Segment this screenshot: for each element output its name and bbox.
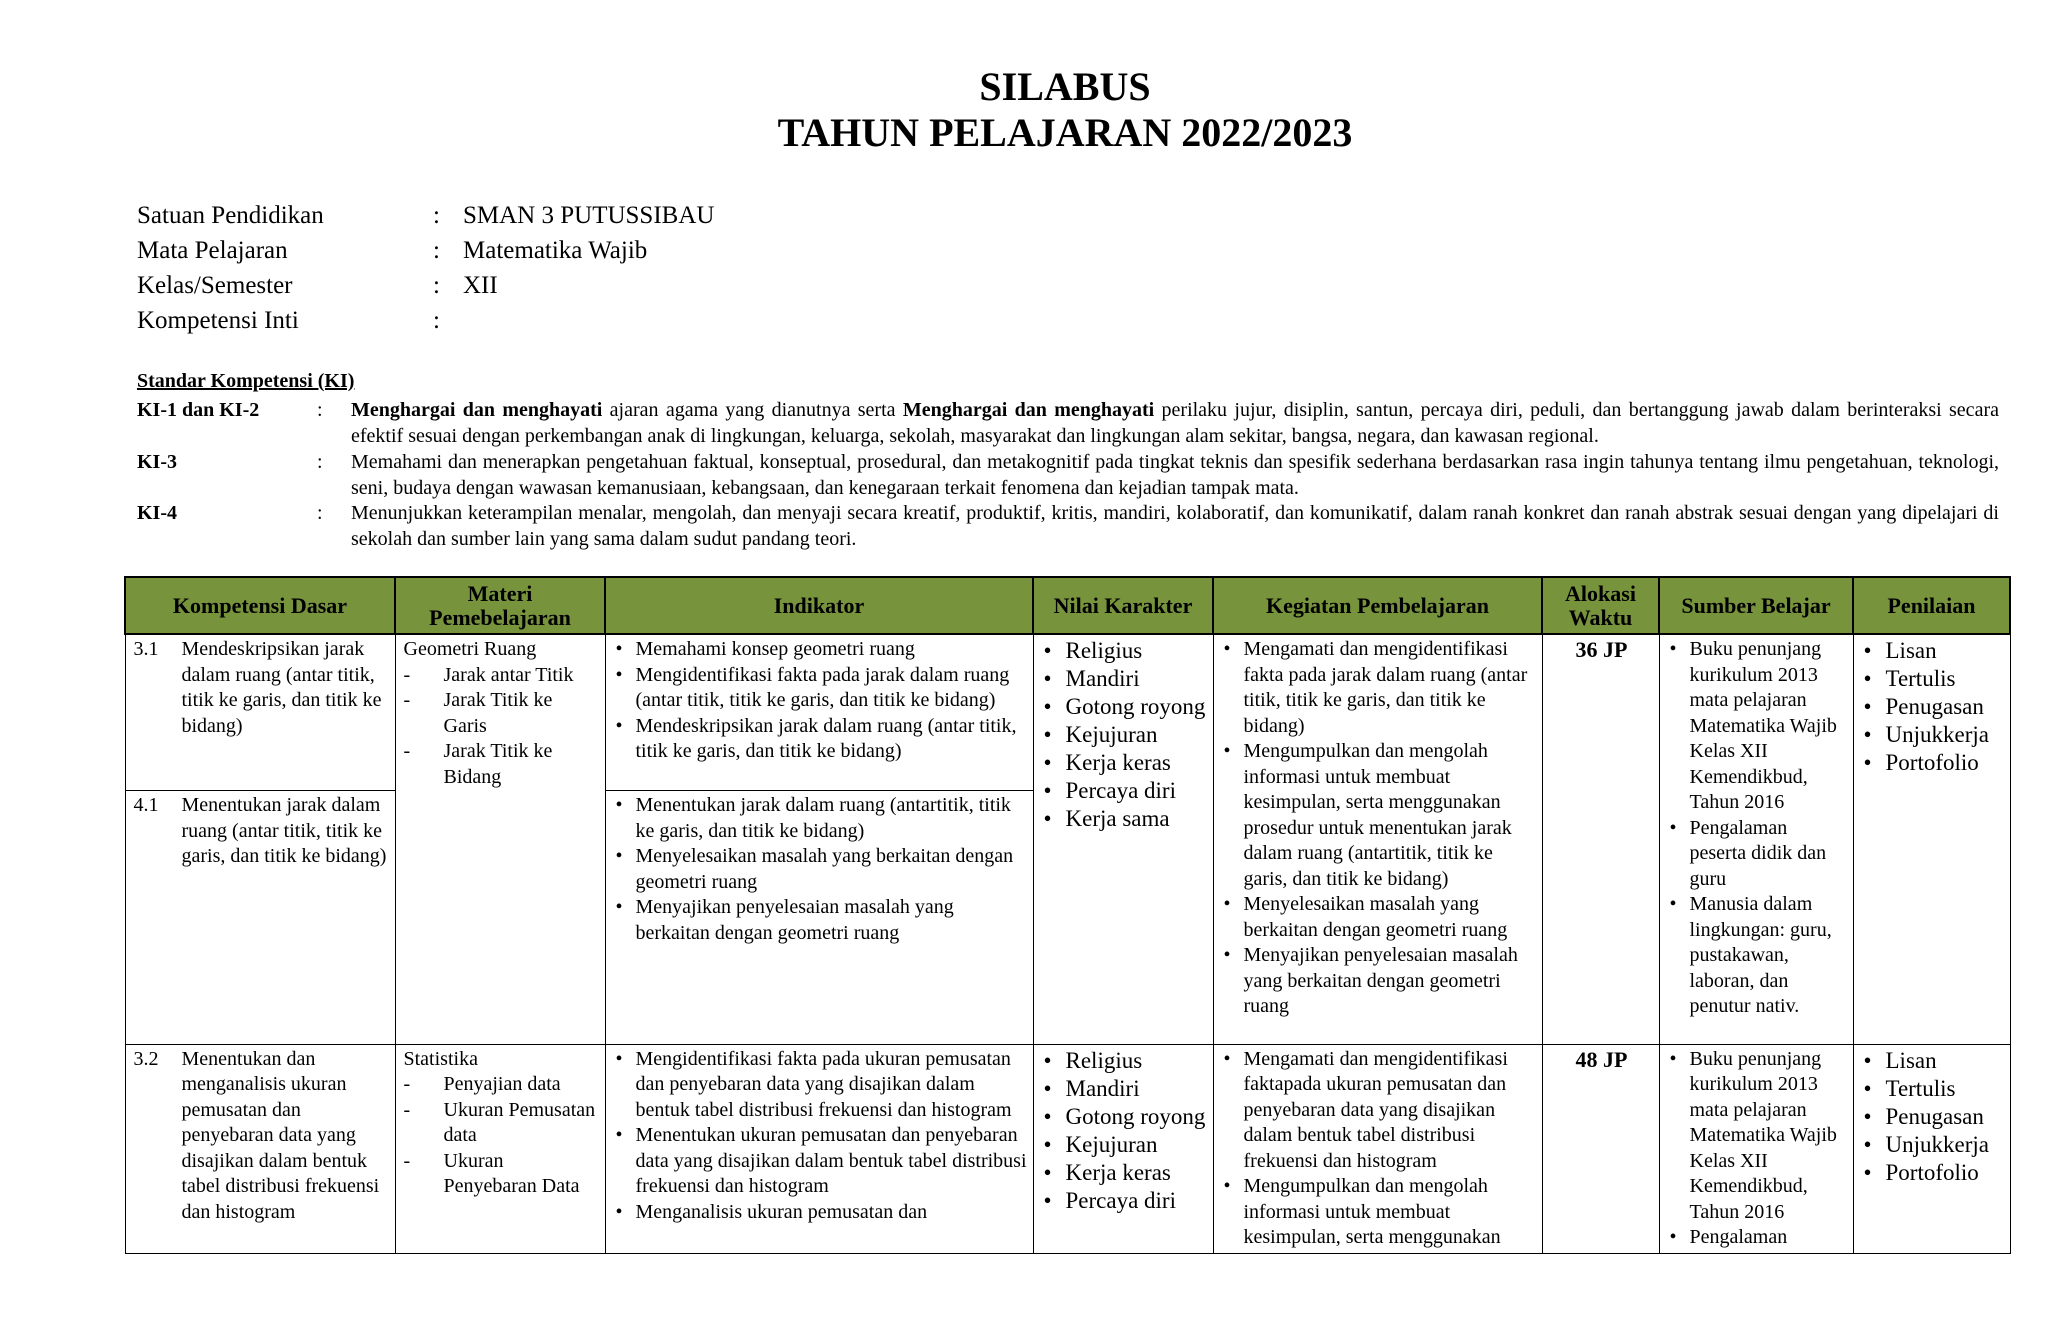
- table-header-row: [125, 577, 2010, 634]
- list-item: • Manusia dalam lingkungan: guru, pustakawan, laboran, dan penutur nativ.: [1668, 892, 1847, 1020]
- list-item: • Mandiri: [1042, 665, 1207, 693]
- list-item: • Kerja keras: [1042, 1159, 1207, 1187]
- list-item: • Kejujuran: [1042, 721, 1207, 749]
- list-item: • Kerja sama: [1042, 805, 1207, 833]
- list-item: • Mengumpulkan dan mengolah informasi untuk membuat kesimpulan, serta menggunakan: [1222, 1174, 1536, 1251]
- penilaian-cell: [1853, 634, 2010, 1044]
- materi-item: Ukuran Pemusatan data: [443, 1098, 596, 1146]
- header-sumber: Sumber Belajar: [1659, 577, 1853, 634]
- alokasi-cell: 36 JP: [1542, 634, 1659, 1044]
- sumber-list: [1668, 1047, 1847, 1251]
- list-item: • Unjukkerja: [1862, 1131, 2004, 1159]
- list-item: • Penugasan: [1862, 693, 2004, 721]
- indikator-cell: [605, 634, 1033, 1044]
- kd-cell: [125, 634, 395, 1044]
- list-item: • Mengamati dan mengidentifikasi fakta pada jarak dalam ruang (antar titik, titik ke garis, dan titik ke bidang): [1222, 637, 1536, 739]
- list-item: • Menentukan jarak dalam ruang (antartitik, titik ke garis, dan titik ke bidang): [614, 793, 1027, 844]
- list-item: • Tertulis: [1862, 665, 2004, 693]
- info-colon: :: [433, 306, 440, 334]
- kd-text: Menentukan jarak dalam ruang (antar titik, titik ke garis, dan titik ke bidang): [181, 794, 387, 867]
- indikator-list: [614, 1047, 1027, 1226]
- ki-text: Menunjukkan keterampilan menalar, mengolah, dan menyaji secara kreatif, produktif, kritis, mandiri, kolaboratif, dan komunikatif, dalam ranah konkret dan ranah abstrak sesuai dengan yang dipelajari di sekolah dan sumber lain yang sama dalam sudut pandang teori.: [351, 502, 1999, 550]
- info-row-kelas: [137, 268, 714, 303]
- ki-colon: :: [317, 399, 323, 421]
- list-item: • Mandiri: [1042, 1075, 1207, 1103]
- kd-cell: [125, 1044, 395, 1253]
- indikator-list: [614, 637, 1027, 765]
- table-row: [125, 1044, 2010, 1253]
- header-kegiatan: Kegiatan Pembelajaran: [1213, 577, 1542, 634]
- sumber-cell: [1659, 1044, 1853, 1253]
- info-value: XII: [463, 271, 498, 299]
- ki-label: KI-4: [137, 502, 177, 524]
- kd-number: 3.1: [133, 638, 159, 660]
- header-alokasi: Alokasi Waktu: [1542, 577, 1659, 634]
- ki-text: Menghargai dan menghayati ajaran agama yang dianutnya serta Menghargai dan menghayati perilaku jujur, disiplin, santun, percaya diri, peduli, dan bertanggung jawab dalam berinteraksi secara efektif sesuai dengan perkembangan anak di lingkungan, keluarga, sekolah, masyarakat dan lingkungan alam sekitar, bangsa, negara, dan kawasan regional.: [351, 399, 1999, 447]
- list-item: • Gotong royong: [1042, 1103, 1207, 1131]
- info-colon: :: [433, 271, 440, 299]
- list-item: • Buku penunjang kurikulum 2013 mata pelajaran Matematika Wajib Kelas XII Kemendikbud, Tahun 2016: [1668, 637, 1847, 816]
- ki-colon: :: [317, 502, 323, 524]
- alokasi-cell: 48 JP: [1542, 1044, 1659, 1253]
- doc-title: SILABUS: [979, 64, 1151, 109]
- list-item: • Pengalaman: [1668, 1225, 1847, 1251]
- ki-3: [137, 450, 1999, 501]
- penilaian-list: [1862, 1047, 2004, 1187]
- header-kompetensi-dasar: Kompetensi Dasar: [125, 577, 395, 634]
- list-item: • Menyelesaikan masalah yang berkaitan dengan geometri ruang: [1222, 892, 1536, 943]
- header-nilai-karakter: Nilai Karakter: [1033, 577, 1213, 634]
- indikator-cell: [605, 1044, 1033, 1253]
- materi-item: Jarak Titik ke Garis: [443, 689, 553, 737]
- info-value: Matematika Wajib: [463, 236, 648, 264]
- info-colon: :: [433, 201, 440, 229]
- kegiatan-cell: [1213, 1044, 1542, 1253]
- list-item: • Menyajikan penyelesaian masalah yang berkaitan dengan geometri ruang: [1222, 943, 1536, 1020]
- header-materi: Materi Pemebelajaran: [395, 577, 605, 634]
- info-colon: :: [433, 236, 440, 264]
- info-label: Satuan Pendidikan: [137, 201, 324, 229]
- ki-colon: :: [317, 451, 323, 473]
- list-item: • Portofolio: [1862, 1159, 2004, 1187]
- list-item: • Mengidentifikasi fakta pada jarak dalam ruang (antar titik, titik ke garis, dan titik ke bidang): [614, 663, 1027, 714]
- kegiatan-cell: [1213, 634, 1542, 1044]
- list-item: • Menyajikan penyelesaian masalah yang berkaitan dengan geometri ruang: [614, 895, 1027, 946]
- info-label: Kelas/Semester: [137, 271, 293, 299]
- materi-item: Jarak Titik ke Bidang: [443, 740, 553, 788]
- materi-item: Penyajian data: [443, 1073, 561, 1095]
- kd-text: Mendeskripsikan jarak dalam ruang (antar titik, titik ke garis, dan titik ke bidang): [181, 638, 382, 737]
- kd-item: [134, 793, 389, 870]
- materi-title: Statistika: [403, 1047, 478, 1070]
- list-item: • Kejujuran: [1042, 1131, 1207, 1159]
- info-label: Kompetensi Inti: [137, 306, 299, 334]
- info-label: Mata Pelajaran: [137, 236, 288, 264]
- list-item: • Menentukan ukuran pemusatan dan penyebaran data yang disajikan dalam bentuk tabel distribusi frekuensi dan histogram: [614, 1123, 1027, 1200]
- penilaian-cell: [1853, 1044, 2010, 1253]
- list-item: • Kerja keras: [1042, 749, 1207, 777]
- indikator-list: [614, 793, 1027, 946]
- nilai-list: [1042, 637, 1207, 833]
- ki-4: [137, 501, 1999, 552]
- list-item: • Gotong royong: [1042, 693, 1207, 721]
- list-item: • Memahami konsep geometri ruang: [614, 637, 1027, 663]
- info-value: SMAN 3 PUTUSSIBAU: [463, 201, 715, 229]
- ki-text: Memahami dan menerapkan pengetahuan faktual, konseptual, prosedural, dan metakognitif pada tingkat teknis dan spesifik sederhana berdasarkan rasa ingin tahunya tentang ilmu pengetahuan, teknologi, seni, budaya dengan wawasan kemanusiaan, kebangsaan, dan kenegaraan terkait fenomena dan kejadian tampak mata.: [351, 451, 1999, 499]
- kd-item: [134, 1047, 389, 1226]
- ki-label: KI-3: [137, 451, 177, 473]
- nilai-cell: [1033, 634, 1213, 1044]
- nilai-cell: [1033, 1044, 1213, 1253]
- kegiatan-list: [1222, 637, 1536, 1020]
- list-item: • Religius: [1042, 1047, 1207, 1075]
- list-item: • Pengalaman peserta didik dan guru: [1668, 816, 1847, 893]
- info-row-satuan: [137, 198, 714, 233]
- kd-number: 4.1: [133, 794, 159, 816]
- list-item: • Religius: [1042, 637, 1207, 665]
- header-penilaian: Penilaian: [1853, 577, 2010, 634]
- materi-item: Jarak antar Titik: [443, 663, 574, 686]
- doc-subtitle: TAHUN PELAJARAN 2022/2023: [777, 110, 1353, 155]
- list-item: • Percaya diri: [1042, 777, 1207, 805]
- silabus-table: [124, 576, 2011, 1254]
- kd-text: Menentukan dan menganalisis ukuran pemusatan dan penyebaran data yang disajikan dalam bentuk tabel distribusi frekuensi dan histogram: [181, 1047, 380, 1223]
- sumber-list: [1668, 637, 1847, 1020]
- materi-cell: Statistika - Penyajian data - Ukuran Pemusatan data - Ukuran Penyebaran Data: [395, 1044, 605, 1253]
- penilaian-list: [1862, 637, 2004, 777]
- table-row: [125, 634, 2010, 1044]
- list-item: • Mengidentifikasi fakta pada ukuran pemusatan dan penyebaran data yang disajikan dalam bentuk tabel distribusi frekuensi dan histogram: [614, 1047, 1027, 1124]
- header-indikator: Indikator: [605, 577, 1033, 634]
- info-row-ki: [137, 303, 714, 338]
- list-item: • Lisan: [1862, 637, 2004, 665]
- list-item: • Menyelesaikan masalah yang berkaitan dengan geometri ruang: [614, 844, 1027, 895]
- nilai-list: [1042, 1047, 1207, 1215]
- info-row-mapel: [137, 233, 714, 268]
- kd-number: 3.2: [133, 1047, 159, 1070]
- list-item: • Mengamati dan mengidentifikasi faktapada ukuran pemusatan dan penyebaran data yang disajikan dalam bentuk tabel distribusi frekuensi dan histogram: [1222, 1047, 1536, 1175]
- list-item: • Unjukkerja: [1862, 721, 2004, 749]
- list-item: • Buku penunjang kurikulum 2013 mata pelajaran Matematika Wajib Kelas XII Kemendikbud, Tahun 2016: [1668, 1047, 1847, 1226]
- list-item: • Portofolio: [1862, 749, 2004, 777]
- kegiatan-list: [1222, 1047, 1536, 1251]
- ki-label: KI-1 dan KI-2: [137, 399, 260, 421]
- standar-kompetensi-heading: Standar Kompetensi (KI): [137, 370, 355, 392]
- materi-title: Geometri Ruang: [403, 638, 537, 660]
- materi-item: Ukuran Penyebaran Data: [443, 1149, 580, 1197]
- materi-cell: Geometri Ruang - Jarak antar Titik - Jarak Titik ke Garis - Jarak Titik ke Bidang: [395, 634, 605, 1044]
- list-item: • Lisan: [1862, 1047, 2004, 1075]
- list-item: • Mendeskripsikan jarak dalam ruang (antar titik, titik ke garis, dan titik ke bidang): [614, 714, 1027, 765]
- sumber-cell: [1659, 634, 1853, 1044]
- identity-block: [137, 198, 714, 338]
- list-item: • Tertulis: [1862, 1075, 2004, 1103]
- list-item: • Percaya diri: [1042, 1187, 1207, 1215]
- list-item: • Penugasan: [1862, 1103, 2004, 1131]
- list-item: • Menganalisis ukuran pemusatan dan: [614, 1200, 1027, 1226]
- ki-1-2: [137, 398, 1999, 449]
- kd-item: [134, 637, 389, 739]
- list-item: • Mengumpulkan dan mengolah informasi untuk membuat kesimpulan, serta menggunakan prosedur untuk menentukan jarak dalam ruang (antartitik, titik ke garis, dan titik ke bidang): [1222, 739, 1536, 892]
